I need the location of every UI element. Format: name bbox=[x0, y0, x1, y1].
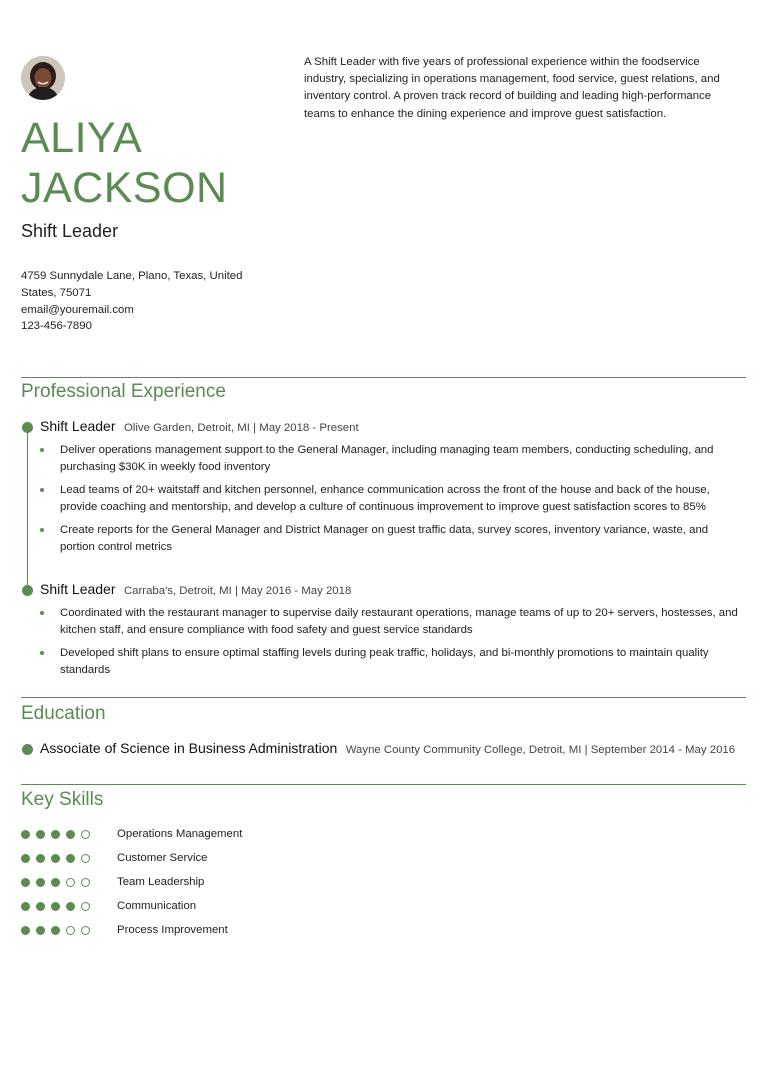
job-meta: Carraba's, Detroit, MI | May 2016 - May 2018 bbox=[123, 585, 352, 597]
rating-dot-filled bbox=[21, 878, 30, 887]
rating-dot-filled bbox=[51, 854, 60, 863]
rating-dot-filled bbox=[21, 830, 30, 839]
rating-dot-filled bbox=[36, 926, 45, 935]
job-entry bbox=[40, 581, 740, 679]
section-divider-education bbox=[21, 697, 746, 698]
job-bullet-text: Coordinated with the restaurant manager to supervise daily restaurant operations, manage teams of up to 20+ servers, hostesses, and kitchen staff, and ensure compliance with food safety and guest service standards bbox=[60, 607, 738, 636]
education-meta: Wayne County Community College, Detroit, MI | September 2014 - May 2016 bbox=[345, 744, 736, 756]
job-title: Shift Leader bbox=[40, 418, 116, 434]
job-meta: Olive Garden, Detroit, MI | May 2018 - Present bbox=[123, 422, 359, 434]
job-bullet bbox=[40, 605, 740, 639]
contact-email: email@youremail.com bbox=[21, 303, 134, 316]
rating-dot-filled bbox=[66, 854, 75, 863]
timeline-dot bbox=[22, 422, 33, 433]
rating-dot-filled bbox=[36, 830, 45, 839]
job-header bbox=[40, 418, 740, 436]
section-divider-experience bbox=[21, 377, 746, 378]
job-bullet bbox=[40, 522, 740, 556]
rating-dot-filled bbox=[51, 902, 60, 911]
timeline-dot bbox=[22, 744, 33, 755]
rating-dot-filled bbox=[36, 878, 45, 887]
rating-dot-filled bbox=[66, 902, 75, 911]
job-bullet-text: Developed shift plans to ensure optimal staffing levels during peak traffic, holidays, and bi-monthly promotions to maintain quality standards bbox=[60, 647, 709, 676]
profile-summary: A Shift Leader with five years of professional experience within the foodservice industry, specializing in operations management, food service, guest relations, and inventory control. A proven track record of building and leading high-performance teams to enhance the dining experience and improve guest satisfaction. bbox=[304, 56, 720, 120]
bullet-dot bbox=[40, 528, 44, 532]
job-bullet-text: Create reports for the General Manager and District Manager on guest traffic data, survey scores, inventory variance, waste, and portion control metrics bbox=[60, 524, 709, 553]
rating-dot-empty bbox=[66, 878, 75, 887]
rating-dot-filled bbox=[36, 902, 45, 911]
skill-name: Team Leadership bbox=[117, 876, 205, 888]
job-bullet-text: Deliver operations management support to the General Manager, including managing team members, conducting scheduling, and purchasing $30K in weekly food inventory bbox=[60, 444, 714, 473]
job-bullet-text: Lead teams of 20+ waitstaff and kitchen personnel, enhance communication across the front of the house and back of the house, provide coaching and mentorship, and develop a culture of continuous improvement to improve guest satisfaction scores to 85% bbox=[60, 484, 710, 513]
profile-photo bbox=[21, 56, 65, 100]
rating-dot-filled bbox=[66, 830, 75, 839]
section-divider-skills bbox=[21, 784, 746, 785]
skill-name: Process Improvement bbox=[117, 924, 228, 936]
skill-rating bbox=[21, 878, 117, 887]
job-bullet bbox=[40, 482, 740, 516]
rating-dot-filled bbox=[21, 926, 30, 935]
candidate-name bbox=[21, 113, 228, 213]
skill-row bbox=[21, 846, 242, 870]
rating-dot-empty bbox=[81, 878, 90, 887]
bullet-dot bbox=[40, 488, 44, 492]
skill-row bbox=[21, 918, 242, 942]
rating-dot-filled bbox=[51, 830, 60, 839]
name-first: ALIYA bbox=[21, 114, 143, 162]
section-title-experience: Professional Experience bbox=[21, 381, 226, 402]
experience-timeline-line bbox=[27, 427, 28, 585]
job-bullet bbox=[40, 442, 740, 476]
rating-dot-empty bbox=[81, 854, 90, 863]
skill-name: Communication bbox=[117, 900, 197, 912]
rating-dot-filled bbox=[21, 902, 30, 911]
skill-name: Customer Service bbox=[117, 852, 208, 864]
job-title-headline: Shift Leader bbox=[21, 221, 119, 241]
skill-row bbox=[21, 822, 242, 846]
bullet-dot bbox=[40, 448, 44, 452]
rating-dot-empty bbox=[81, 902, 90, 911]
degree-title: Associate of Science in Business Administration bbox=[40, 740, 338, 756]
job-bullets bbox=[40, 442, 740, 556]
rating-dot-filled bbox=[51, 926, 60, 935]
contact-address: 4759 Sunnydale Lane, Plano, Texas, United States, 75071 bbox=[21, 270, 243, 299]
skill-row bbox=[21, 870, 242, 894]
rating-dot-filled bbox=[51, 878, 60, 887]
bullet-dot bbox=[40, 611, 44, 615]
skills-list bbox=[21, 822, 242, 942]
timeline-dot bbox=[22, 585, 33, 596]
skill-rating bbox=[21, 830, 117, 839]
section-title-skills: Key Skills bbox=[21, 789, 104, 810]
skill-rating bbox=[21, 902, 117, 911]
job-entry bbox=[40, 418, 740, 556]
rating-dot-filled bbox=[36, 854, 45, 863]
skill-row bbox=[21, 894, 242, 918]
bullet-dot bbox=[40, 651, 44, 655]
avatar bbox=[21, 56, 65, 100]
job-header bbox=[40, 581, 740, 599]
rating-dot-empty bbox=[81, 830, 90, 839]
education-entry bbox=[40, 740, 750, 758]
name-last: JACKSON bbox=[21, 164, 228, 212]
contact-phone: 123-456-7890 bbox=[21, 320, 92, 333]
job-bullets bbox=[40, 605, 740, 679]
skill-name: Operations Management bbox=[117, 828, 243, 840]
contact-block bbox=[21, 268, 251, 335]
job-bullet bbox=[40, 645, 740, 679]
rating-dot-empty bbox=[81, 926, 90, 935]
rating-dot-empty bbox=[66, 926, 75, 935]
rating-dot-filled bbox=[21, 854, 30, 863]
section-title-education: Education bbox=[21, 703, 106, 724]
skill-rating bbox=[21, 926, 117, 935]
job-title: Shift Leader bbox=[40, 581, 116, 597]
skill-rating bbox=[21, 854, 117, 863]
